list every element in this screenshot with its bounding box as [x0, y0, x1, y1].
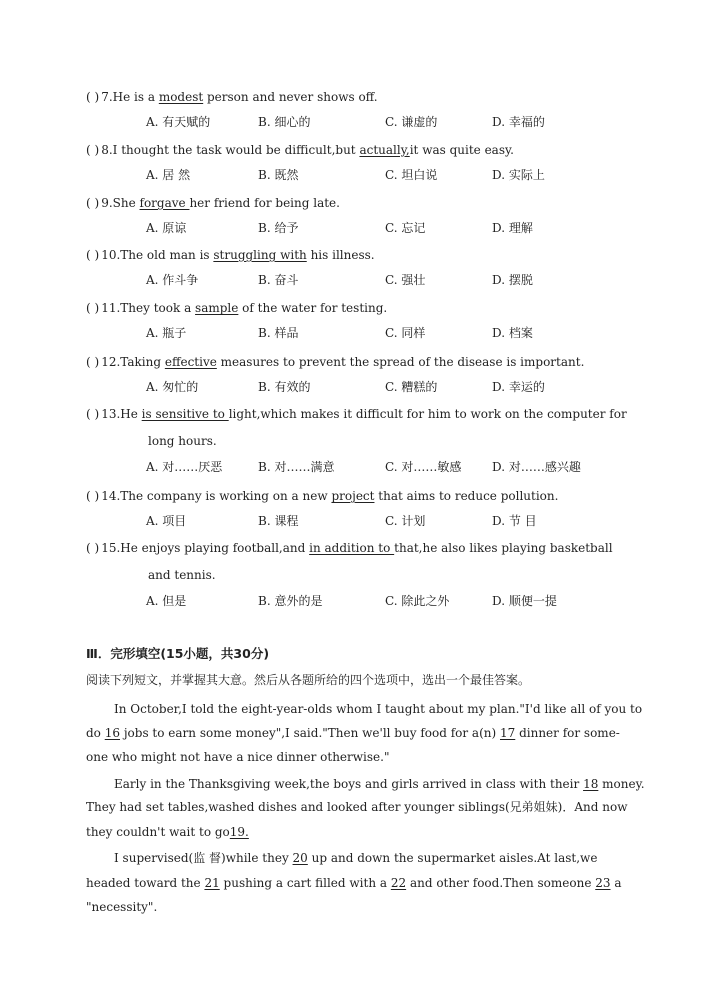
- blank-20[interactable]: 20: [292, 851, 308, 865]
- passage-line: In October,I told the eight-year-olds whom I taught about my plan."I'd like all of you to: [114, 702, 643, 716]
- option-d[interactable]: D. 实际上: [492, 168, 545, 182]
- answer-paren[interactable]: ( ): [86, 143, 100, 157]
- question-text: light,which makes it difficult for him to work on the computer for: [228, 407, 627, 421]
- option-d[interactable]: D. 节 目: [492, 514, 537, 528]
- question-line: [86, 300, 387, 316]
- answer-paren[interactable]: ( ): [86, 90, 100, 104]
- question-line: [86, 142, 514, 158]
- option-b[interactable]: B. 给予: [258, 221, 299, 235]
- passage-line: they couldn't wait to go19.: [86, 825, 249, 839]
- option-c[interactable]: C. 对……敏感: [385, 460, 462, 474]
- option-c[interactable]: C. 谦虚的: [385, 115, 438, 129]
- passage-line: headed toward the 21 pushing a cart filled with a 22 and other food.Then someone 23 a: [86, 876, 622, 890]
- section-instruction: 阅读下列短文，并掌握其大意。然后从各题所给的四个选项中，选出一个最佳答案。: [86, 673, 531, 687]
- option-a[interactable]: A. 匆忙的: [146, 380, 199, 394]
- option-a[interactable]: A. 但是: [146, 594, 187, 608]
- question-text: They took a: [120, 301, 196, 315]
- passage-line: Early in the Thanksgiving week,the boys and girls arrived in class with their 18 money.: [114, 777, 645, 791]
- option-b[interactable]: B. 有效的: [258, 380, 311, 394]
- option-c[interactable]: C. 忘记: [385, 221, 426, 235]
- blank-23[interactable]: 23: [595, 876, 611, 890]
- target-word: modest: [158, 90, 204, 104]
- option-a[interactable]: A. 作斗争: [146, 273, 199, 287]
- answer-paren[interactable]: ( ): [86, 248, 100, 262]
- question-number: 12.: [101, 355, 121, 369]
- blank-19[interactable]: 19.: [229, 825, 249, 839]
- question-text: The old man is: [120, 248, 214, 262]
- target-word: project: [331, 489, 375, 503]
- question-text: his illness.: [306, 248, 375, 262]
- question-text: He: [120, 407, 142, 421]
- question-text: Taking: [120, 355, 165, 369]
- target-word: in addition to: [309, 541, 395, 555]
- question-number: 15.: [101, 541, 121, 555]
- answer-paren[interactable]: ( ): [86, 196, 100, 210]
- question-number: 11.: [101, 301, 121, 315]
- passage-line: I supervised(监 督)while they 20 up and down the supermarket aisles.At last,we: [114, 851, 598, 865]
- blank-18[interactable]: 18: [583, 777, 599, 791]
- blank-17[interactable]: 17: [499, 726, 516, 740]
- option-c[interactable]: C. 计划: [385, 514, 426, 528]
- option-a[interactable]: A. 原谅: [146, 221, 187, 235]
- answer-paren[interactable]: ( ): [86, 301, 100, 315]
- question-text: that aims to reduce pollution.: [374, 489, 559, 503]
- option-c[interactable]: C. 强壮: [385, 273, 426, 287]
- option-c[interactable]: C. 同样: [385, 326, 426, 340]
- target-word: sample: [195, 301, 239, 315]
- option-d[interactable]: D. 对……感兴趣: [492, 460, 581, 474]
- passage-line: "necessity".: [86, 900, 158, 914]
- section-title: Ⅲ．完形填空(15小题，共30分): [86, 646, 270, 661]
- option-c[interactable]: C. 坦白说: [385, 168, 438, 182]
- target-word: is sensitive to: [141, 407, 229, 421]
- question-text-continued: long hours.: [148, 434, 217, 448]
- answer-paren[interactable]: ( ): [86, 489, 100, 503]
- answer-paren[interactable]: ( ): [86, 407, 100, 421]
- passage-line: one who might not have a nice dinner otherwise.": [86, 750, 390, 764]
- question-line: [86, 540, 613, 556]
- question-text: it was quite easy.: [409, 143, 514, 157]
- question-line: [86, 89, 378, 105]
- target-word: struggling with: [213, 248, 307, 262]
- option-d[interactable]: D. 幸运的: [492, 380, 545, 394]
- question-text: person and never shows off.: [203, 90, 378, 104]
- target-word: effective: [164, 355, 217, 369]
- question-text-continued: and tennis.: [148, 568, 216, 582]
- passage-line: do 16 jobs to earn some money",I said."Then we'll buy food for a(n) 17 dinner for some-: [86, 726, 620, 740]
- option-d[interactable]: D. 档案: [492, 326, 533, 340]
- question-line: [86, 195, 340, 211]
- option-b[interactable]: B. 样品: [258, 326, 299, 340]
- target-word: actually,: [359, 143, 410, 157]
- answer-paren[interactable]: ( ): [86, 355, 100, 369]
- option-a[interactable]: A. 对……厌恶: [146, 460, 223, 474]
- blank-16[interactable]: 16: [104, 726, 121, 740]
- option-b[interactable]: B. 对……满意: [258, 460, 335, 474]
- option-b[interactable]: B. 细心的: [258, 115, 311, 129]
- option-a[interactable]: A. 居 然: [146, 168, 191, 182]
- blank-22[interactable]: 22: [390, 876, 407, 890]
- option-a[interactable]: A. 有天赋的: [146, 115, 211, 129]
- option-c[interactable]: C. 糟糕的: [385, 380, 438, 394]
- question-text: measures to prevent the spread of the disease is important.: [216, 355, 585, 369]
- option-d[interactable]: D. 幸福的: [492, 115, 545, 129]
- passage-line: They had set tables,washed dishes and looked after younger siblings(兄弟姐妹)．And now: [86, 800, 628, 814]
- option-b[interactable]: B. 既然: [258, 168, 299, 182]
- question-number: 9.: [101, 196, 113, 210]
- question-text: of the water for testing.: [238, 301, 388, 315]
- target-word: forgave: [139, 196, 190, 210]
- question-line: [86, 247, 375, 263]
- question-text: He is a: [112, 90, 159, 104]
- blank-21[interactable]: 21: [204, 876, 220, 890]
- question-number: 7.: [101, 90, 113, 104]
- question-text: her friend for being late.: [189, 196, 340, 210]
- question-number: 8.: [101, 143, 113, 157]
- question-line: [86, 354, 584, 370]
- question-number: 14.: [101, 489, 121, 503]
- question-number: 10.: [101, 248, 121, 262]
- question-line: [86, 488, 558, 504]
- option-b[interactable]: B. 课程: [258, 514, 299, 528]
- option-a[interactable]: A. 项目: [146, 514, 187, 528]
- option-a[interactable]: A. 瓶子: [146, 326, 187, 340]
- question-text: I thought the task would be difficult,but: [112, 143, 360, 157]
- question-text: She: [112, 196, 140, 210]
- question-text: The company is working on a new: [120, 489, 332, 503]
- answer-paren[interactable]: ( ): [86, 541, 100, 555]
- question-line: [86, 406, 627, 422]
- option-d[interactable]: D. 理解: [492, 221, 533, 235]
- question-number: 13.: [101, 407, 121, 421]
- option-d[interactable]: D. 摆脱: [492, 273, 533, 287]
- question-text: He enjoys playing football,and: [120, 541, 310, 555]
- option-d[interactable]: D. 顺便一提: [492, 594, 557, 608]
- option-b[interactable]: B. 奋斗: [258, 273, 299, 287]
- option-b[interactable]: B. 意外的是: [258, 594, 323, 608]
- question-text: that,he also likes playing basketball: [394, 541, 613, 555]
- option-c[interactable]: C. 除此之外: [385, 594, 450, 608]
